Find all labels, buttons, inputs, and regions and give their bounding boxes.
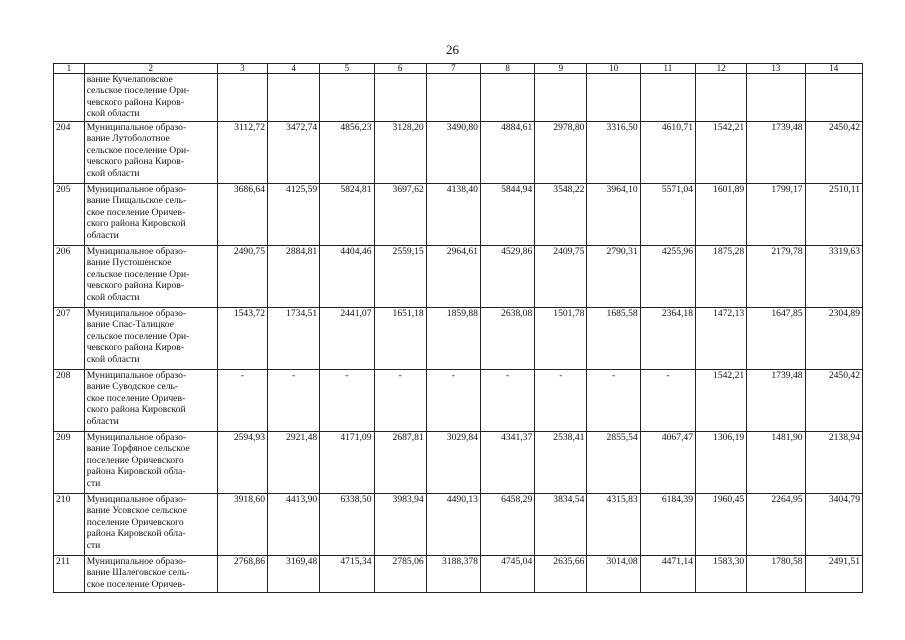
value-cell: 2638,08 (480, 308, 534, 370)
value-cell: 2884,81 (268, 246, 320, 308)
municipality-name: Муниципальное образо- вание Спас-Талицкое сельское поселение Ори- чевского района Киров- ской области (84, 308, 217, 370)
column-header: 13 (747, 64, 805, 74)
row-number: 206 (54, 246, 85, 308)
value-cell: 2790,31 (587, 246, 640, 308)
value-cell: 2264,95 (747, 494, 805, 556)
value-cell: 3918,60 (217, 494, 267, 556)
value-cell: 1472,13 (696, 308, 747, 370)
value-cell: 1647,85 (747, 308, 805, 370)
value-cell: 4125,59 (268, 184, 320, 246)
value-cell: 5571,04 (640, 184, 695, 246)
value-cell: 3014,08 (587, 556, 640, 593)
value-cell (268, 74, 320, 122)
value-cell: 4341,37 (480, 432, 534, 494)
value-cell: - (640, 370, 695, 432)
value-cell (374, 74, 426, 122)
table-row (54, 370, 863, 432)
value-cell: 2921,48 (268, 432, 320, 494)
value-cell: 1739,48 (747, 370, 805, 432)
value-cell (535, 74, 587, 122)
value-cell (587, 74, 640, 122)
value-cell: 1685,58 (587, 308, 640, 370)
value-cell (426, 74, 480, 122)
value-cell: - (268, 370, 320, 432)
value-cell: 4856,23 (320, 122, 374, 184)
column-header: 1 (54, 64, 85, 74)
municipality-name: вание Кучелаповское сельское поселение Ори- чевского района Киров- ской области (84, 74, 217, 122)
value-cell: 3188,378 (426, 556, 480, 593)
value-cell: 4715,34 (320, 556, 374, 593)
value-cell: 3029,84 (426, 432, 480, 494)
table-row (54, 74, 863, 122)
value-cell: 2450,42 (805, 370, 862, 432)
value-cell: 4404,46 (320, 246, 374, 308)
value-cell: 3697,62 (374, 184, 426, 246)
row-number: 208 (54, 370, 85, 432)
table-row (54, 432, 863, 494)
value-cell: 4315,83 (587, 494, 640, 556)
value-cell: 2491,51 (805, 556, 862, 593)
column-header: 3 (217, 64, 267, 74)
value-cell: 2409,75 (535, 246, 587, 308)
value-cell: - (374, 370, 426, 432)
value-cell: 6458,29 (480, 494, 534, 556)
value-cell (747, 74, 805, 122)
row-number: 204 (54, 122, 85, 184)
value-cell: 2304,89 (805, 308, 862, 370)
value-cell: 3834,54 (535, 494, 587, 556)
value-cell: 2785,06 (374, 556, 426, 593)
value-cell: 4413,90 (268, 494, 320, 556)
column-header: 12 (696, 64, 747, 74)
value-cell: 3548,22 (535, 184, 587, 246)
value-cell: 1739,48 (747, 122, 805, 184)
value-cell: 1859,88 (426, 308, 480, 370)
value-cell: - (426, 370, 480, 432)
value-cell: 1542,21 (696, 122, 747, 184)
value-cell: - (217, 370, 267, 432)
value-cell: 2179,78 (747, 246, 805, 308)
value-cell: 4745,04 (480, 556, 534, 593)
value-cell: 1481,90 (747, 432, 805, 494)
value-cell: 2138,94 (805, 432, 862, 494)
column-header: 7 (426, 64, 480, 74)
value-cell: 3472,74 (268, 122, 320, 184)
value-cell (640, 74, 695, 122)
row-number (54, 74, 85, 122)
column-header: 10 (587, 64, 640, 74)
row-number: 205 (54, 184, 85, 246)
table-row (54, 494, 863, 556)
value-cell: 5824,81 (320, 184, 374, 246)
column-header: 5 (320, 64, 374, 74)
table-row (54, 556, 863, 593)
value-cell (320, 74, 374, 122)
value-cell: 4138,40 (426, 184, 480, 246)
value-cell: 3964,10 (587, 184, 640, 246)
value-cell: 2768,86 (217, 556, 267, 593)
value-cell: 2490,75 (217, 246, 267, 308)
value-cell: 3404,79 (805, 494, 862, 556)
value-cell: 2964,61 (426, 246, 480, 308)
municipality-name: Муниципальное образо- вание Шалеговское сель- ское поселение Оричев- (84, 556, 217, 593)
value-cell: 2538,41 (535, 432, 587, 494)
value-cell (480, 74, 534, 122)
municipality-name: Муниципальное образо- вание Пустошенское сельское поселение Ори- чевского района Киров- ской области (84, 246, 217, 308)
header-row (54, 64, 863, 74)
value-cell: 3112,72 (217, 122, 267, 184)
value-cell: 1780,58 (747, 556, 805, 593)
value-cell: 3169,48 (268, 556, 320, 593)
data-table (53, 63, 863, 593)
value-cell: 1960,45 (696, 494, 747, 556)
value-cell: 2441,07 (320, 308, 374, 370)
municipality-name: Муниципальное образо- вание Пищальское сель- ское поселение Оричев- ского района Кировской области (84, 184, 217, 246)
value-cell: 1542,21 (696, 370, 747, 432)
value-cell: 2594,93 (217, 432, 267, 494)
value-cell: 2855,54 (587, 432, 640, 494)
value-cell (217, 74, 267, 122)
value-cell: - (587, 370, 640, 432)
municipality-name: Муниципальное образо- вание Лутоболотное сельское поселение Ори- чевского района Киров- ской области (84, 122, 217, 184)
table-row (54, 122, 863, 184)
value-cell: 1875,28 (696, 246, 747, 308)
column-header: 9 (535, 64, 587, 74)
page-number: 26 (446, 42, 459, 57)
value-cell: 4067,47 (640, 432, 695, 494)
table-row (54, 308, 863, 370)
value-cell: - (320, 370, 374, 432)
value-cell: - (480, 370, 534, 432)
value-cell (696, 74, 747, 122)
column-header: 2 (84, 64, 217, 74)
value-cell: 2687,81 (374, 432, 426, 494)
value-cell: 6338,50 (320, 494, 374, 556)
column-header: 4 (268, 64, 320, 74)
value-cell: 1601,89 (696, 184, 747, 246)
value-cell: - (535, 370, 587, 432)
value-cell: 1799,17 (747, 184, 805, 246)
row-number: 211 (54, 556, 85, 593)
column-header: 11 (640, 64, 695, 74)
table-row (54, 184, 863, 246)
value-cell: 6184,39 (640, 494, 695, 556)
municipality-name: Муниципальное образо- вание Усовское сельское поселение Оричевского района Кировской обла- сти (84, 494, 217, 556)
value-cell: 1734,51 (268, 308, 320, 370)
value-cell: 4490,13 (426, 494, 480, 556)
value-cell: 2635,66 (535, 556, 587, 593)
value-cell: 4171,09 (320, 432, 374, 494)
value-cell: 5844,94 (480, 184, 534, 246)
value-cell: 3128,20 (374, 122, 426, 184)
value-cell: 2510,11 (805, 184, 862, 246)
value-cell (805, 74, 862, 122)
value-cell: 3983,94 (374, 494, 426, 556)
value-cell: 2978,80 (535, 122, 587, 184)
value-cell: 1583,30 (696, 556, 747, 593)
value-cell: 4255,96 (640, 246, 695, 308)
value-cell: 4610,71 (640, 122, 695, 184)
value-cell: 4471,14 (640, 556, 695, 593)
column-header: 8 (480, 64, 534, 74)
row-number: 207 (54, 308, 85, 370)
value-cell: 4529,86 (480, 246, 534, 308)
value-cell: 2559,15 (374, 246, 426, 308)
column-header: 14 (805, 64, 862, 74)
municipality-name: Муниципальное образо- вание Торфяное сельское поселение Оричевского района Кировской обла- сти (84, 432, 217, 494)
value-cell: 3490,80 (426, 122, 480, 184)
value-cell: 3686,64 (217, 184, 267, 246)
municipality-name: Муниципальное образо- вание Суводское сель- ское поселение Оричев- ского района Кировской области (84, 370, 217, 432)
value-cell: 1306,19 (696, 432, 747, 494)
column-header: 6 (374, 64, 426, 74)
row-number: 209 (54, 432, 85, 494)
value-cell: 2450,42 (805, 122, 862, 184)
value-cell: 2364,18 (640, 308, 695, 370)
value-cell: 3319,63 (805, 246, 862, 308)
value-cell: 1651,18 (374, 308, 426, 370)
value-cell: 1501,78 (535, 308, 587, 370)
table-row (54, 246, 863, 308)
value-cell: 1543,72 (217, 308, 267, 370)
value-cell: 3316,50 (587, 122, 640, 184)
value-cell: 4884,61 (480, 122, 534, 184)
row-number: 210 (54, 494, 85, 556)
